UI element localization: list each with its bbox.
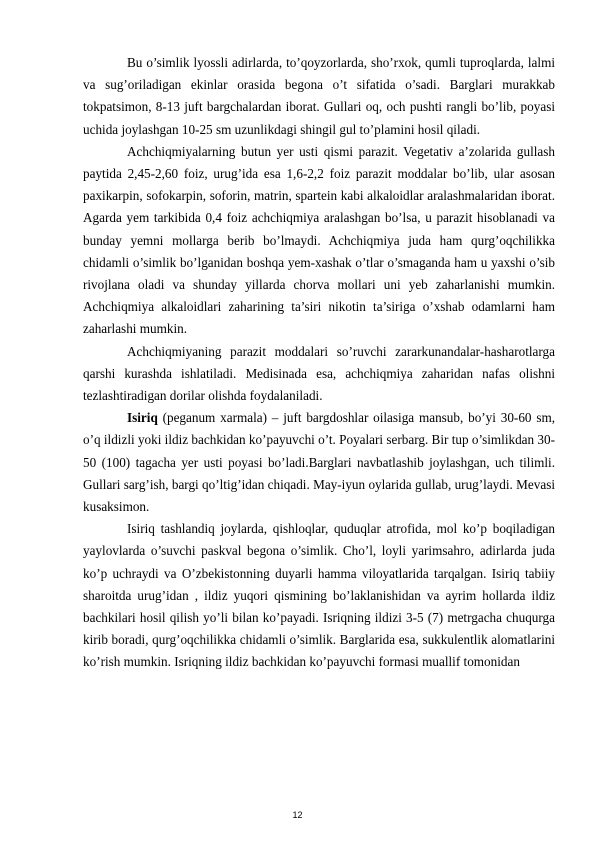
page-number: 12 [292, 810, 303, 820]
paragraph-isiriq-description [83, 407, 555, 518]
isiriq-term: Isiriq [127, 410, 158, 426]
paragraph-parazit-moddalari: Achchiqmiyaning parazit moddalari so’ruvchi zararkunandalar-hasharotlarga qarshi kurashda ishlatiladi. Medisinada esa, achchiqmiya zaharidan nafas olishni tezlashtiradigan dorilar olishda foydalaniladi. [83, 343, 555, 404]
paragraph-bu-osimlik: Bu o’simlik lyossli adirlarda, to’qoyzorlarda, sho’rxok, qumli tuproqlarda, lalmi va sug’oriladigan ekinlar orasida begona o’t sifatida o’sadi. Barglari murakkab tokpatsimon, 8-13 juft bargchalardan iborat. Gullari oq, och pushti rangli bo’lib, poyasi uchida joylashgan 10-25 sm uzunlikdagi shingil gul to’plamini hosil qiladi. [83, 55, 555, 137]
paragraph-achchiqmiyalarning: Achchiqmiyalarning butun yer usti qismi parazit. Vegetativ a’zolarida gullash paytida 2,45-2,60 foiz, urug’ida esa 1,6-2,2 foiz parazit moddalar bo’lib, ular asosan paxikarpin, sofokarpin, soforin, matrin, spartein kabi alkaloidlar aralashmalaridan iborat. Agarda yem tarkibida 0,4 foiz achchiqmiya aralashgan bo’lsa, u parazit hisoblanadi va bunday yemni mollarga berib bo’lmaydi. Achchiqmiya juda ham qurg’oqchilikka chidamli o’simlik bo’lganidan boshqa yem-xashak o’tlar o’smaganda ham u yaxshi o’sib rivojlana oladi va shunday yillarda chorva mollari uni yeb zaharlanishi mumkin. Achchiqmiya alkaloidlari zaharining ta’siri nikotin ta’siriga o’xshab odamlarni ham zaharlashi mumkin. [83, 143, 555, 337]
document-page [83, 52, 555, 674]
paragraph-isiriq-habitat: Isiriq tashlandiq joylarda, qishloqlar, quduqlar atrofida, mol ko’p boqiladigan yaylovlarda o’suvchi paskval begona o’simlik. Cho’l, loyli yarimsahro, adirlarda juda ko’p uchraydi va O’zbekistonning duyarli hamma viloyatlarida tarqalgan. Isiriq tabiiy sharoitda urug’idan , ildiz yuqori qismining bo’laklanishidan va ayrim hollarda ildiz bachkilari hosil qilish yo’li bilan ko’payadi. Isriqning ildizi 3-5 (7) metrgacha chuqurga kirib boradi, qurg’oqchilikka chidamli o’simlik. Barglarida esa, sukkulentlik alomatlarini ko’rish mumkin. Isriqning ildiz bachkidan ko’payuvchi formasi muallif tomonidan [83, 521, 555, 670]
isiriq-description-text: (peganum xarmala) – juft bargdoshlar oilasiga mansub, bo’yi 30-60 sm, o’q ildizli yoki ildiz bachkidan ko’payuvchi o’t. Poyalari serbarg. Bir tup o’simlikdan 30-50 (100) tagacha yer usti poyasi bo’ladi.Barglari navbatlashib joylashgan, uch tilimli. Gullari sarg’ish, bargi qo’ltig’idan chiqadi. May-iyun oylarida gullab, urug’laydi. Mevasi kusaksimon. [83, 410, 555, 515]
